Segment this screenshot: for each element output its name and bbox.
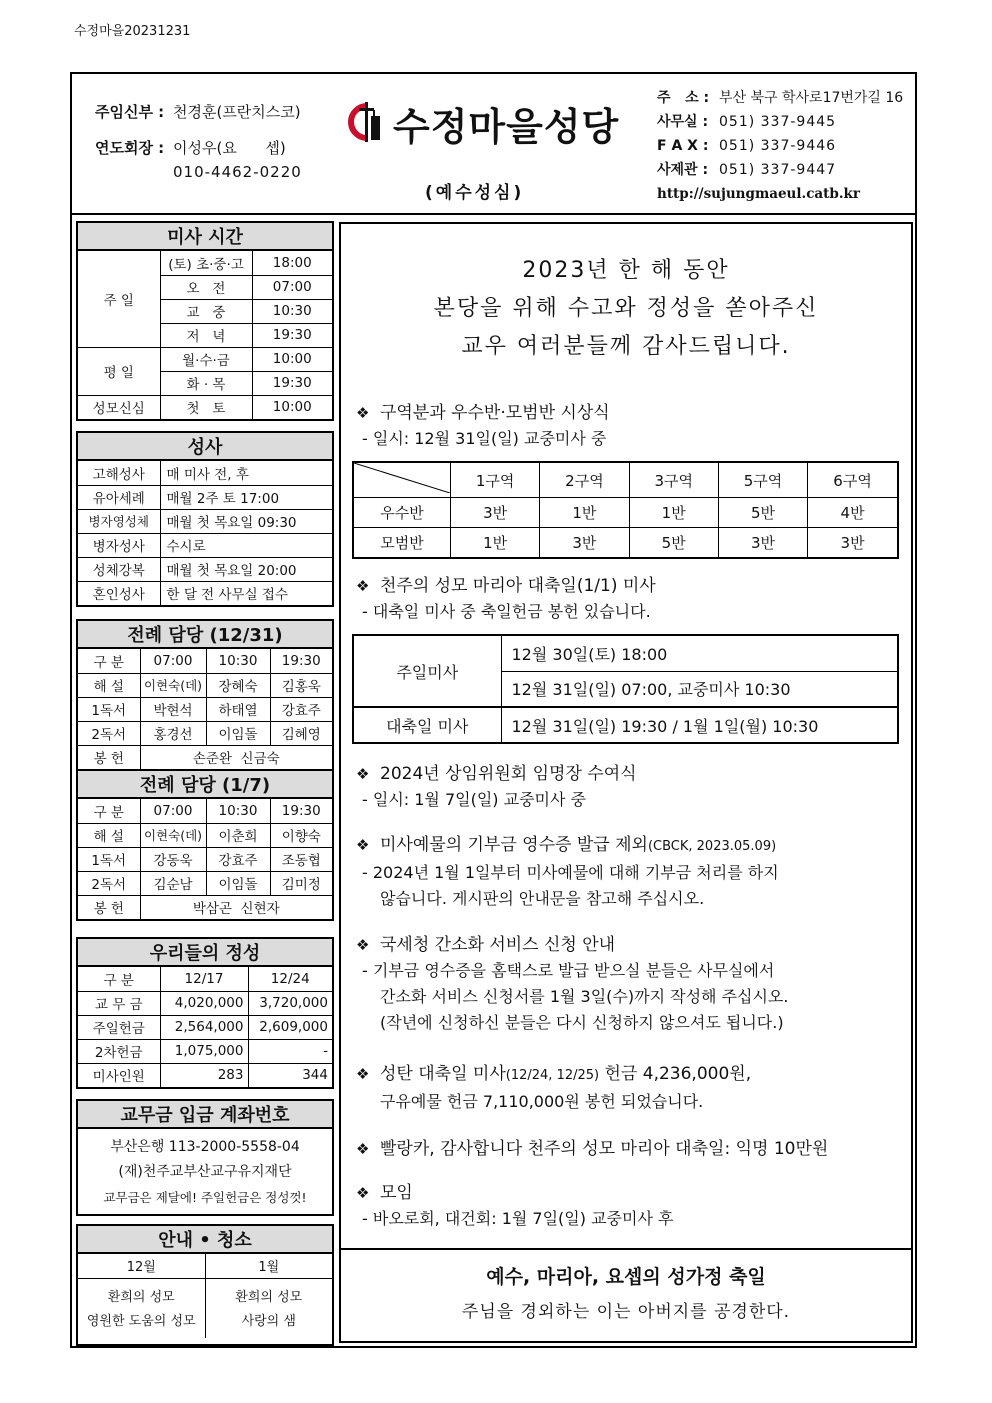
- award-date: - 일시: 12월 31일(일) 교중미사 중: [362, 429, 607, 448]
- redcard-text: 빨랑카, 감사합니다 천주의 성모 마리아 대축일: 익명 10만원: [380, 1139, 829, 1159]
- sunday-mass-time: 12월 31일(일) 07:00, 교중미사 10:30: [501, 671, 898, 707]
- person: 박현석: [140, 697, 206, 721]
- district-header: 2구역: [540, 462, 629, 498]
- sacrament-desc: 매월 첫 목요일 09:30: [160, 509, 332, 533]
- table-row: [353, 528, 898, 558]
- award-section: [356, 400, 610, 452]
- award-type: 모범반: [353, 528, 451, 558]
- offering-persons: 박삼곤 신현자: [140, 895, 332, 919]
- sacraments-title: 성사: [78, 433, 332, 461]
- thanks-message: [339, 252, 913, 366]
- tax-section: [356, 932, 788, 1036]
- sacrament-name: 병자성사: [78, 533, 160, 557]
- parish-website-link[interactable]: http://sujungmaeul.catb.kr: [657, 186, 861, 202]
- rectory-label: 사제관 :: [657, 162, 709, 178]
- offering-type: 미사인원: [78, 1063, 160, 1087]
- col-header: 10:30: [206, 799, 270, 823]
- person: 김미정: [270, 871, 332, 895]
- liturgy-box: [76, 619, 334, 921]
- table-row: [353, 707, 898, 743]
- receipt-title: 미사예물의 기부금 영수증 발급 제외: [380, 835, 648, 855]
- month-header: 1월: [205, 1254, 332, 1278]
- xmas-text: 성탄 대축일 미사: [380, 1064, 506, 1084]
- sacrament-name: 병자영성체: [78, 509, 160, 533]
- account-holder: (재)천주교부산교구유지재단: [118, 1164, 292, 1180]
- mass-time: 19:30: [252, 323, 332, 347]
- tax-line: (작년에 신청하신 분들은 다시 신청하지 않으셔도 됩니다.): [380, 1013, 784, 1032]
- role: 봉 헌: [78, 745, 140, 769]
- xmas-line: 구유예물 헌금 7,110,000원 봉헌 되었습니다.: [380, 1092, 704, 1111]
- tax-title: 국세청 간소화 서비스 신청 안내: [380, 935, 616, 955]
- mass-time: 10:00: [252, 395, 332, 419]
- feast-mass-label: 대축일 미사: [353, 707, 501, 743]
- offering-amount: 3,720,000: [248, 991, 332, 1015]
- table-row: [78, 581, 332, 605]
- offering-amount: 283: [160, 1063, 248, 1087]
- sunday-label: 주 일: [78, 251, 160, 347]
- table-row: [78, 1063, 332, 1087]
- table-row: [78, 673, 332, 697]
- col-header: 19:30: [270, 649, 332, 673]
- mass-time: 18:00: [252, 251, 332, 275]
- christmas-offering-section: [356, 1061, 751, 1115]
- table-row: [78, 799, 332, 823]
- feast-mass-table: [352, 634, 899, 744]
- sacrament-name: 성체강복: [78, 557, 160, 581]
- tax-line: 간소화 서비스 신청서를 1월 3일(수)까지 작성해 주십시오.: [380, 987, 789, 1006]
- col-header: 19:30: [270, 799, 332, 823]
- chair-phone: 010-4462-0220: [173, 163, 302, 181]
- mass-name: 화 · 목: [160, 371, 252, 395]
- feast-verse: 주님을 경외하는 이는 아버지를 공경한다.: [461, 1302, 791, 1322]
- feast-mass-time: 12월 31일(일) 19:30 / 1월 1일(월) 10:30: [501, 707, 898, 743]
- person: 이현숙(데): [140, 823, 206, 847]
- award-value: 3반: [540, 528, 629, 558]
- fax-label: F A X :: [657, 138, 709, 154]
- cleaning-box: [76, 1224, 334, 1346]
- offering-amount: 344: [248, 1063, 332, 1087]
- diagonal-line-icon: [354, 463, 450, 493]
- table-row: [78, 533, 332, 557]
- offerings-box: [76, 937, 334, 1089]
- receipt-note: (CBCK, 2023.05.09): [647, 839, 777, 854]
- office-label: 사무실 :: [657, 114, 709, 130]
- table-row: [78, 1254, 332, 1278]
- fax-number: 051) 337-9446: [719, 138, 837, 154]
- person: 조동협: [270, 847, 332, 871]
- mass-time: 19:30: [252, 371, 332, 395]
- offering-amount: 2,609,000: [248, 1015, 332, 1039]
- table-row: [78, 485, 332, 509]
- table-row: [78, 895, 332, 919]
- mary-desc: - 대축일 미사 중 축일헌금 봉헌 있습니다.: [362, 602, 651, 621]
- offerings-title: 우리들의 정성: [78, 939, 332, 967]
- account-note: 교무금은 제달에! 주일헌금은 정성껏!: [103, 1190, 307, 1205]
- role: 1독서: [78, 697, 140, 721]
- liturgy-1231-title: 전례 담당 (12/31): [78, 621, 332, 649]
- receipt-line: 않습니다. 게시판의 안내문을 참고해 주십시오.: [380, 889, 705, 908]
- address: 부산 북구 학사로17번가길 16: [719, 90, 904, 106]
- person: 이현숙(데): [140, 673, 206, 697]
- mass-times-box: [76, 221, 334, 421]
- person: 강효주: [206, 847, 270, 871]
- document-id: 수정마을20231231: [74, 24, 191, 39]
- table-row: [78, 721, 332, 745]
- person: 이임돌: [206, 721, 270, 745]
- pastor-label: 주임신부 :: [95, 103, 165, 121]
- offerings-table: [78, 967, 332, 1087]
- role: 2독서: [78, 721, 140, 745]
- xmas-amount: 헌금 4,236,000원,: [599, 1064, 752, 1084]
- cleaning-title: 안내 • 청소: [78, 1226, 332, 1254]
- award-value: 1반: [540, 498, 629, 528]
- award-type: 우수반: [353, 498, 451, 528]
- mass-time: 10:00: [252, 347, 332, 371]
- offering-persons: 손준완 신금숙: [140, 745, 332, 769]
- meeting-section: [356, 1180, 673, 1232]
- cleaning-groups-dec: [78, 1278, 205, 1338]
- person: 홍경선: [140, 721, 206, 745]
- group-name: 영원한 도움의 성모: [86, 1314, 196, 1330]
- mass-name: 오 전: [160, 275, 252, 299]
- weekday-label: 평 일: [78, 347, 160, 395]
- table-row: [78, 1039, 332, 1063]
- table-row: [78, 347, 332, 371]
- role: 2독서: [78, 871, 140, 895]
- award-value: 3반: [718, 528, 807, 558]
- diagonal-header-cell: [353, 462, 451, 498]
- sacrament-desc: 매 미사 전, 후: [160, 461, 332, 485]
- offering-type: 2차헌금: [78, 1039, 160, 1063]
- table-row: [78, 991, 332, 1015]
- receipt-line: - 2024년 1월 1일부터 미사예물에 대해 기부금 처리를 하지: [362, 863, 779, 882]
- thanks-line: 본당을 위해 수고와 정성을 쏟아주신: [433, 296, 819, 321]
- liturgy-1231-table: [78, 649, 332, 769]
- person: 이춘희: [206, 823, 270, 847]
- feast-footer: [339, 1262, 913, 1332]
- role: 1독서: [78, 847, 140, 871]
- role: 해 설: [78, 823, 140, 847]
- bullet-icon: ❖: [356, 577, 370, 595]
- table-row: [78, 745, 332, 769]
- col-header: 10:30: [206, 649, 270, 673]
- col-header: 12/17: [160, 967, 248, 991]
- feast-title: 예수, 마리아, 요셉의 성가정 축일: [486, 1266, 766, 1288]
- header-staff: [95, 100, 302, 184]
- table-row: [78, 1278, 332, 1338]
- council-date: - 일시: 1월 7일(일) 교중미사 중: [362, 790, 586, 809]
- cleaning-table: [78, 1254, 332, 1338]
- offering-amount: 2,564,000: [160, 1015, 248, 1039]
- mary-title: 천주의 성모 마리아 대축일(1/1) 미사: [380, 576, 656, 596]
- marian-label: 성모신심: [78, 395, 160, 419]
- person: 이향숙: [270, 823, 332, 847]
- table-row: [78, 871, 332, 895]
- award-value: 3반: [451, 498, 540, 528]
- bullet-icon: ❖: [356, 1065, 370, 1083]
- district-header: 3구역: [629, 462, 718, 498]
- xmas-dates: (12/24, 12/25): [505, 1068, 600, 1083]
- meeting-title: 모임: [380, 1183, 413, 1203]
- mass-name: 교 중: [160, 299, 252, 323]
- cleaning-groups-jan: [205, 1278, 332, 1338]
- col-header: 구 분: [78, 799, 140, 823]
- tax-line: - 기부금 영수증을 홈택스로 발급 받으실 분들은 사무실에서: [362, 961, 775, 980]
- sacrament-desc: 한 달 전 사무실 접수: [160, 581, 332, 605]
- offering-type: 주일헌금: [78, 1015, 160, 1039]
- award-value: 4반: [808, 498, 898, 528]
- bullet-icon: ❖: [356, 836, 370, 854]
- offering-amount: -: [248, 1039, 332, 1063]
- person: 이임돌: [206, 871, 270, 895]
- parish-logo-icon: [345, 94, 385, 150]
- council-section: [356, 761, 637, 813]
- district-header: 1구역: [451, 462, 540, 498]
- table-row: [78, 251, 332, 275]
- header-divider: [70, 213, 917, 215]
- col-header: 구 분: [78, 649, 140, 673]
- bullet-icon: ❖: [356, 404, 370, 422]
- sacrament-name: 고해성사: [78, 461, 160, 485]
- role: 해 설: [78, 673, 140, 697]
- council-title: 2024년 상임위원회 임명장 수여식: [380, 764, 637, 784]
- person: 김순남: [140, 871, 206, 895]
- group-name: 사랑의 샘: [241, 1314, 296, 1330]
- district-header: 5구역: [718, 462, 807, 498]
- table-row: [78, 649, 332, 673]
- pastor-name: 천경훈(프란치스코): [173, 103, 301, 121]
- main-divider: [339, 1248, 913, 1250]
- mass-name: 첫 토: [160, 395, 252, 419]
- sacrament-desc: 매월 2주 토 17:00: [160, 485, 332, 509]
- parish-name: 수정마을성당: [393, 105, 620, 149]
- award-value: 5반: [629, 528, 718, 558]
- mass-times-title: 미사 시간: [78, 223, 332, 251]
- redcard-section: [356, 1136, 828, 1162]
- bullet-icon: ❖: [356, 765, 370, 783]
- month-header: 12월: [78, 1254, 205, 1278]
- bullet-icon: ❖: [356, 936, 370, 954]
- chair-label: 연도회장 :: [95, 139, 165, 157]
- col-header: 07:00: [140, 649, 206, 673]
- table-row: [353, 498, 898, 528]
- award-value: 1반: [629, 498, 718, 528]
- person: 김혜영: [270, 721, 332, 745]
- liturgy-0107-title: 전례 담당 (1/7): [78, 769, 332, 799]
- office-phone: 051) 337-9445: [719, 114, 837, 130]
- address-label: 주 소 :: [657, 90, 710, 106]
- sunday-mass-label: 주일미사: [353, 635, 501, 707]
- rectory-phone: 051) 337-9447: [719, 162, 837, 178]
- award-value: 1반: [451, 528, 540, 558]
- award-title: 구역분과 우수반·모범반 시상식: [380, 403, 610, 423]
- parish-subtitle: (예수성심): [425, 183, 525, 203]
- sacrament-name: 유아세례: [78, 485, 160, 509]
- account-box: [76, 1099, 334, 1216]
- table-row: [78, 395, 332, 419]
- bullet-icon: ❖: [356, 1140, 370, 1158]
- mass-time: 10:30: [252, 299, 332, 323]
- meeting-line: - 바오로회, 대건회: 1월 7일(일) 교중미사 후: [362, 1209, 674, 1228]
- receipt-section: [356, 832, 779, 912]
- mass-time: 07:00: [252, 275, 332, 299]
- sacrament-desc: 매월 첫 목요일 20:00: [160, 557, 332, 581]
- person: 하태열: [206, 697, 270, 721]
- col-header: 구 분: [78, 967, 160, 991]
- group-name: 환희의 성모: [235, 1290, 303, 1306]
- award-value: 5반: [718, 498, 807, 528]
- table-row: [78, 509, 332, 533]
- person: 강동욱: [140, 847, 206, 871]
- table-row: [78, 1015, 332, 1039]
- table-row: [78, 823, 332, 847]
- group-name: 환희의 성모: [107, 1290, 175, 1306]
- account-title: 교무금 입금 계좌번호: [78, 1101, 332, 1129]
- mass-times-table: [78, 251, 332, 419]
- bank-account: 부산은행 113-2000-5558-04: [110, 1139, 300, 1155]
- thanks-line: 교우 여러분들께 감사드립니다.: [461, 334, 791, 359]
- table-row: [78, 967, 332, 991]
- person: 김홍욱: [270, 673, 332, 697]
- award-value: 3반: [808, 528, 898, 558]
- chair-name: 이성우(요 셉): [173, 139, 286, 157]
- sacraments-box: [76, 431, 334, 607]
- mass-name: 저 녁: [160, 323, 252, 347]
- district-header: 6구역: [808, 462, 898, 498]
- table-row: [78, 557, 332, 581]
- sacraments-table: [78, 461, 332, 605]
- offering-type: 교 무 금: [78, 991, 160, 1015]
- table-row: [78, 461, 332, 485]
- bullet-icon: ❖: [356, 1184, 370, 1202]
- table-row: [78, 697, 332, 721]
- thanks-line: 2023년 한 해 동안: [522, 258, 730, 283]
- liturgy-0107-table: [78, 799, 332, 919]
- mary-feast-section: [356, 573, 656, 625]
- person: 장혜숙: [206, 673, 270, 697]
- mass-name: (토) 초·중·고: [160, 251, 252, 275]
- sunday-mass-time: 12월 30일(토) 18:00: [501, 635, 898, 671]
- sacrament-name: 혼인성사: [78, 581, 160, 605]
- person: 강효주: [270, 697, 332, 721]
- col-header: 07:00: [140, 799, 206, 823]
- mass-name: 월·수·금: [160, 347, 252, 371]
- role: 봉 헌: [78, 895, 140, 919]
- sacrament-desc: 수시로: [160, 533, 332, 557]
- col-header: 12/24: [248, 967, 332, 991]
- table-row: [78, 847, 332, 871]
- table-row: [353, 462, 898, 498]
- district-award-table: [352, 461, 899, 559]
- table-row: [353, 635, 898, 671]
- header-contact: [657, 86, 903, 206]
- offering-amount: 1,075,000: [160, 1039, 248, 1063]
- offering-amount: 4,020,000: [160, 991, 248, 1015]
